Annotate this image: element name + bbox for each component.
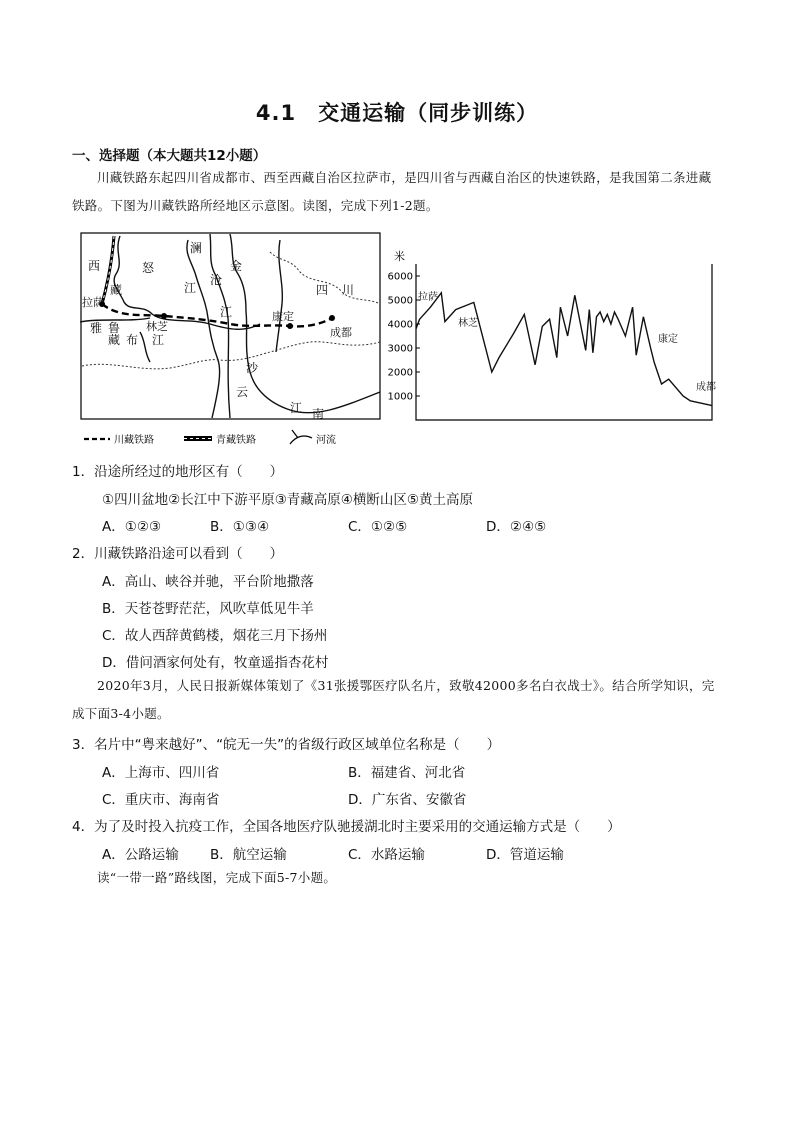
y-tick-label: 2000 — [388, 367, 413, 379]
elevation-profile-chart — [388, 250, 718, 428]
sichuan-tibet-map — [80, 232, 382, 450]
map-label: 川 — [342, 283, 355, 297]
profile-line-group — [416, 293, 712, 406]
intro-paragraph-3: 读“一带一路”路线图，完成下面5-7小题。 — [97, 870, 337, 885]
map-label: 怒 — [142, 261, 155, 275]
map-label: 沧 — [210, 273, 223, 287]
map-label: 西 — [88, 259, 101, 273]
map-label: 鲁 — [108, 321, 121, 335]
q2-option-d[interactable]: D．借问酒家何处有，牧童遥指杏花村 — [102, 655, 329, 671]
map-label: 江 — [220, 305, 233, 319]
q2-option-a[interactable]: A．高山、峡谷并驰，平台阶地撒落 — [102, 574, 314, 590]
y-tick-label: 4000 — [388, 319, 413, 331]
map-label: 澜 — [190, 241, 203, 255]
page-title: 4.1 交通运输（同步训练） — [255, 101, 539, 125]
intro-paragraph-1: 川藏铁路东起四川省成都市、西至西藏自治区拉萨市，是四川省与西藏自治区的快速铁路，是我国第二条进藏铁路。下图为川藏铁路所经地区示意图。读图，完成下列1-2题。 — [72, 170, 712, 213]
map-label: 江 — [184, 281, 197, 295]
profile-label-kangding: 康定 — [658, 334, 678, 345]
map-label: 拉萨 — [82, 296, 104, 309]
elevation-line — [416, 293, 712, 406]
map-label: 藏 — [110, 283, 123, 297]
y-tick-label: 5000 — [388, 295, 413, 307]
q4-option-d[interactable]: D．管道运输 — [486, 847, 564, 863]
legend-river-label: 河流 — [316, 435, 336, 446]
map-label: 江 — [290, 401, 303, 415]
chengdu-dot — [329, 315, 335, 321]
y-tick-label: 3000 — [388, 343, 413, 355]
map-label: 四 — [316, 283, 329, 297]
kangding-dot — [287, 323, 293, 329]
q1-options-text: ①四川盆地②长江中下游平原③青藏高原④横断山区⑤黄土高原 — [102, 492, 474, 508]
map-label: 南 — [312, 407, 325, 421]
q4-option-c[interactable]: C．水路运输 — [348, 847, 425, 863]
map-label: 金 — [230, 259, 243, 273]
q1-stem: 1．沿途所经过的地形区有（ ） — [72, 464, 284, 480]
map-legend — [84, 430, 336, 446]
profile-label-lasa: 拉萨 — [418, 292, 438, 303]
q2-option-c[interactable]: C．故人西辞黄鹤楼，烟花三月下扬州 — [102, 628, 328, 644]
q3-option-c[interactable]: C．重庆市、海南省 — [102, 792, 220, 808]
q1-option-d[interactable]: D．②④⑤ — [486, 519, 547, 535]
map-label: 布 — [126, 333, 139, 347]
map-label: 雅 — [90, 321, 103, 335]
q2-option-b[interactable]: B．天苍苍野茫茫，风吹草低见牛羊 — [102, 601, 314, 617]
intro-paragraph-2: 2020年3月，人民日报新媒体策划了《31张援鄂医疗队名片，致敬42000多名白衣战士》。结合所学知识，完成下面3-4小题。 — [72, 678, 715, 721]
q1-option-b[interactable]: B．①③④ — [210, 519, 270, 535]
map-label: 林芝 — [146, 320, 168, 333]
legend-qingzang-label: 青藏铁路 — [216, 435, 256, 446]
legend-chuanzang-label: 川藏铁路 — [114, 435, 154, 446]
q3-option-d[interactable]: D．广东省、安徽省 — [348, 792, 467, 808]
map-label: 成都 — [330, 326, 352, 339]
y-tick-label: 1000 — [388, 391, 413, 403]
map-label: 沙 — [246, 361, 259, 375]
q4-option-b[interactable]: B．航空运输 — [210, 847, 287, 863]
map-label: 江 — [152, 333, 165, 347]
q3-option-a[interactable]: A．上海市、四川省 — [102, 765, 220, 781]
profile-label-chengdu: 成都 — [696, 382, 716, 393]
q3-stem: 3．名片中“粤来越好”、“皖无一失”的省级行政区域单位名称是（ ） — [72, 737, 501, 753]
linzhi-dot — [161, 313, 167, 319]
y-tick-label: 6000 — [388, 271, 413, 283]
chart-ylabel: 米 — [394, 250, 405, 263]
q4-stem: 4．为了及时投入抗疫工作，全国各地医疗队驰援湖北时主要采用的交通运输方式是（ ） — [72, 819, 621, 835]
q1-option-a[interactable]: A．①②③ — [102, 519, 162, 535]
section-heading: 一、选择题（本大题共12小题） — [72, 148, 267, 164]
q1-option-c[interactable]: C．①②⑤ — [348, 519, 408, 535]
legend-river-symbol — [290, 430, 312, 444]
q2-stem: 2．川藏铁路沿途可以看到（ ） — [72, 546, 284, 562]
profile-label-linzhi: 林芝 — [458, 318, 478, 329]
map-label: 云 — [236, 385, 249, 399]
q4-option-a[interactable]: A．公路运输 — [102, 847, 179, 863]
map-label: 藏 — [108, 333, 121, 347]
map-label: 康定 — [272, 310, 294, 323]
q3-option-b[interactable]: B．福建省、河北省 — [348, 765, 466, 781]
